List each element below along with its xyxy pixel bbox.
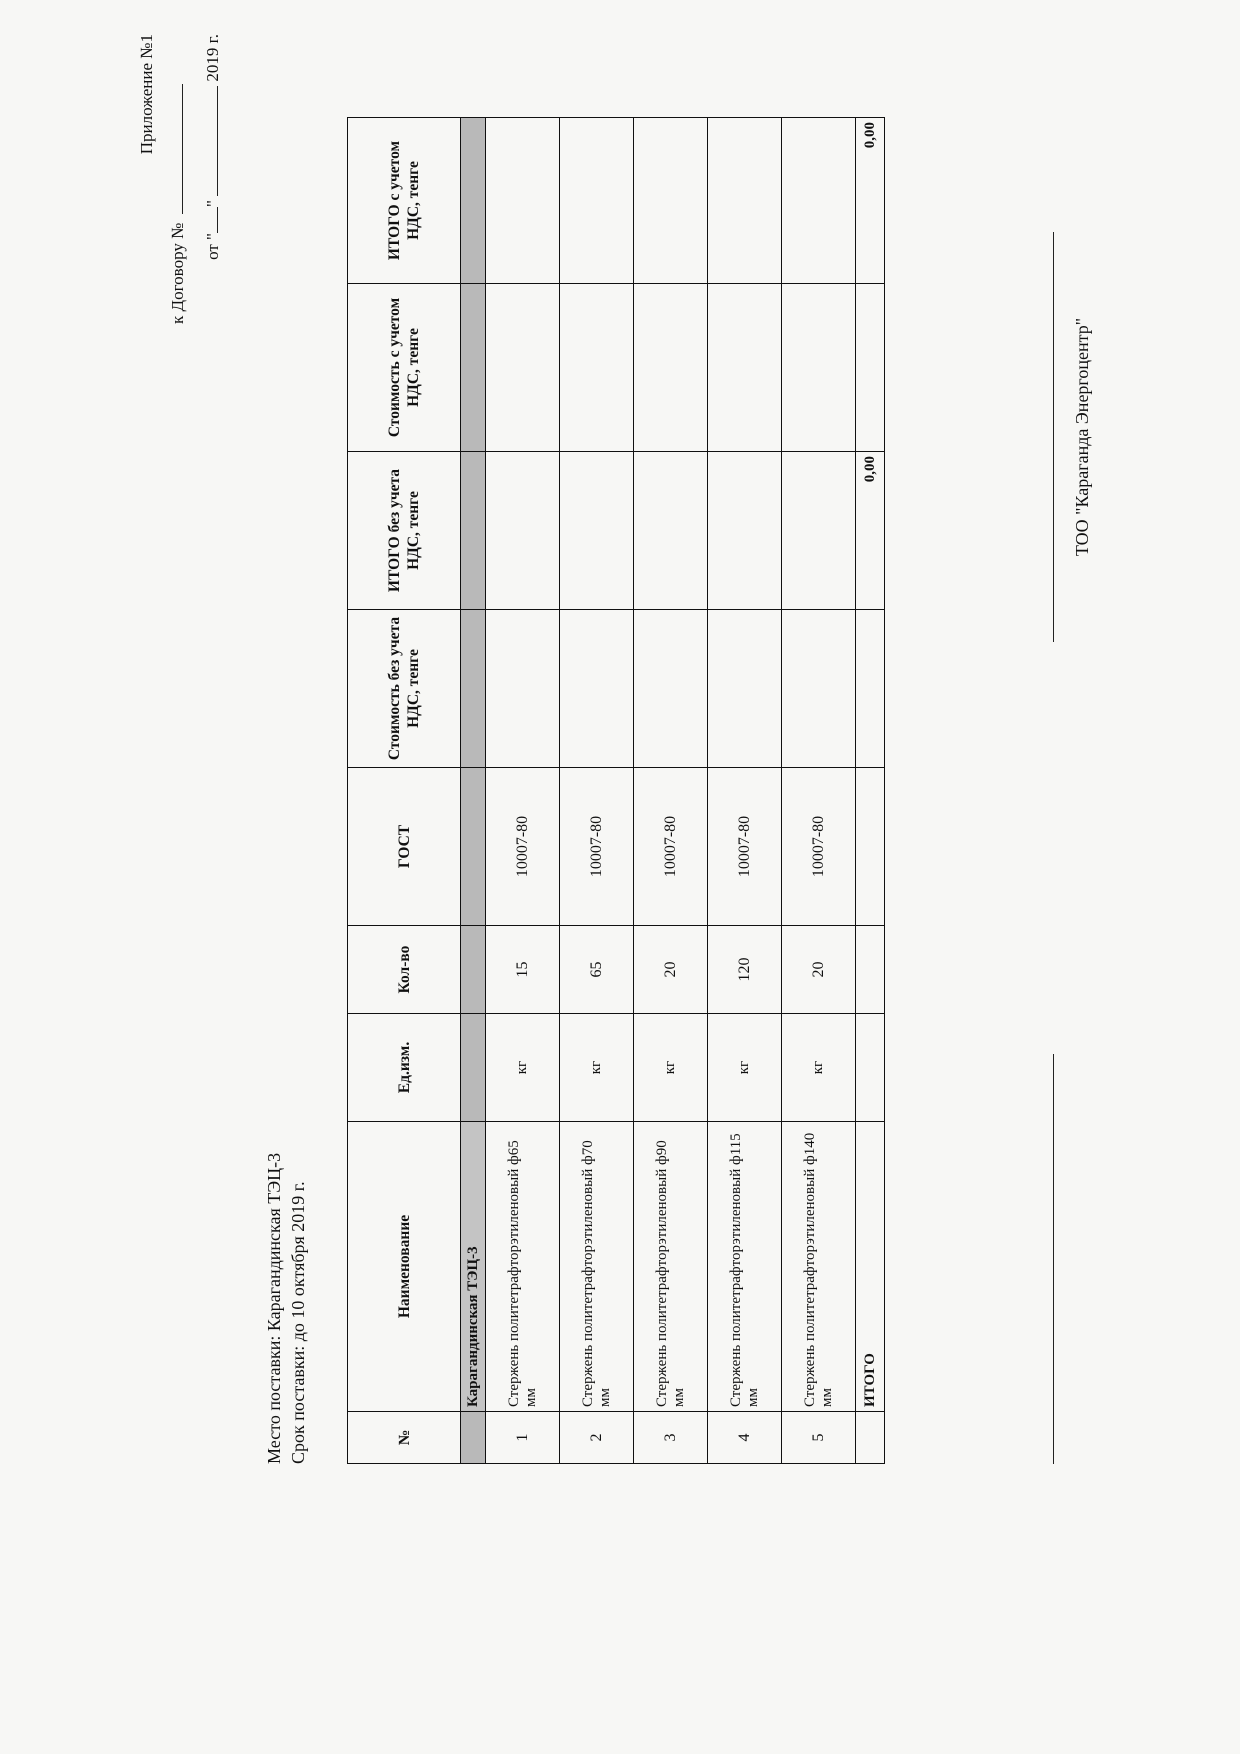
appendix-block (138, 34, 221, 324)
col-unit: Ед.изм. (348, 1014, 461, 1122)
region-row (461, 118, 486, 1464)
region-cell (461, 1014, 486, 1122)
total-cell (856, 284, 885, 452)
row-total-vat (486, 118, 560, 284)
company-name: ТОО "Караганда Энергоцентр" (1072, 317, 1092, 557)
total-cell (856, 1014, 885, 1122)
month-blank (217, 86, 218, 196)
row-price-vat (560, 284, 634, 452)
row-total-vat (782, 118, 856, 284)
date-quote: " (203, 200, 222, 208)
total-cell (856, 768, 885, 926)
row-name: Стержень политетрафторэтиленовый ф70 мм (560, 1122, 634, 1412)
row-price-vat (708, 284, 782, 452)
row-unit: кг (634, 1014, 708, 1122)
row-number: 5 (782, 1412, 856, 1464)
region-cell (461, 768, 486, 926)
signature-line-left (1053, 1054, 1054, 1464)
row-unit: кг (486, 1014, 560, 1122)
row-price-no-vat (634, 610, 708, 768)
contract-label: к Договору № (168, 222, 187, 324)
delivery-info (262, 764, 310, 1464)
table-row (782, 118, 856, 1464)
row-gost: 10007-80 (486, 768, 560, 926)
table-row (708, 118, 782, 1464)
total-without-vat: 0,00 (856, 452, 885, 610)
row-qty: 20 (782, 926, 856, 1014)
day-blank (217, 207, 218, 233)
row-number: 2 (560, 1412, 634, 1464)
total-cell (856, 610, 885, 768)
total-label: ИТОГО (856, 1122, 885, 1412)
col-name: Наименование (348, 1122, 461, 1412)
row-gost: 10007-80 (560, 768, 634, 926)
year-text: 2019 г. (203, 34, 222, 82)
row-name: Стержень политетрафторэтиленовый ф65 мм (486, 1122, 560, 1412)
col-gost: ГОСТ (348, 768, 461, 926)
row-total-no-vat (782, 452, 856, 610)
date-prefix: от " (203, 233, 222, 260)
row-price-vat (486, 284, 560, 452)
total-cell-number (856, 1412, 885, 1464)
row-price-no-vat (708, 610, 782, 768)
contract-line (169, 34, 186, 324)
contract-number-blank (182, 84, 183, 214)
total-row (856, 118, 885, 1464)
row-gost: 10007-80 (782, 768, 856, 926)
col-total-no-vat: ИТОГО без учета НДС, тенге (348, 452, 461, 610)
col-price-vat: Стоимость с учетом НДС, тенге (348, 284, 461, 452)
row-gost: 10007-80 (708, 768, 782, 926)
region-cell (461, 284, 486, 452)
table-row (486, 118, 560, 1464)
row-qty: 20 (634, 926, 708, 1014)
table-header-row (348, 118, 461, 1464)
appendix-title: Приложение №1 (137, 34, 156, 155)
date-line (204, 34, 221, 324)
delivery-place: Место поставки: Карагандинская ТЭЦ-3 (264, 1152, 284, 1464)
specification-table (347, 117, 885, 1464)
region-cell (461, 610, 486, 768)
row-total-no-vat (634, 452, 708, 610)
row-qty: 65 (560, 926, 634, 1014)
row-total-no-vat (560, 452, 634, 610)
row-price-no-vat (782, 610, 856, 768)
col-total-vat: ИТОГО с учетом НДС, тенге (348, 118, 461, 284)
row-unit: кг (782, 1014, 856, 1122)
region-cell-number (461, 1412, 486, 1464)
row-number: 4 (708, 1412, 782, 1464)
row-number: 1 (486, 1412, 560, 1464)
row-price-vat (782, 284, 856, 452)
row-price-no-vat (560, 610, 634, 768)
row-total-vat (634, 118, 708, 284)
row-unit: кг (560, 1014, 634, 1122)
region-cell (461, 118, 486, 284)
row-number: 3 (634, 1412, 708, 1464)
table-row (634, 118, 708, 1464)
row-total-no-vat (708, 452, 782, 610)
row-name: Стержень политетрафторэтиленовый ф140 мм (782, 1122, 856, 1412)
total-with-vat: 0,00 (856, 118, 885, 284)
row-name: Стержень политетрафторэтиленовый ф90 мм (634, 1122, 708, 1412)
row-name: Стержень политетрафторэтиленовый ф115 мм (708, 1122, 782, 1412)
col-number: № (348, 1412, 461, 1464)
row-unit: кг (708, 1014, 782, 1122)
table-row (560, 118, 634, 1464)
region-name: Карагандинская ТЭЦ-3 (461, 1122, 486, 1412)
row-price-vat (634, 284, 708, 452)
signature-line-right (1053, 232, 1054, 642)
row-price-no-vat (486, 610, 560, 768)
col-qty: Кол-во (348, 926, 461, 1014)
row-qty: 120 (708, 926, 782, 1014)
row-gost: 10007-80 (634, 768, 708, 926)
region-cell (461, 452, 486, 610)
row-total-vat (708, 118, 782, 284)
row-qty: 15 (486, 926, 560, 1014)
row-total-no-vat (486, 452, 560, 610)
region-cell (461, 926, 486, 1014)
total-cell (856, 926, 885, 1014)
delivery-term: Срок поставки: до 10 октября 2019 г. (288, 1181, 308, 1464)
col-price-no-vat: Стоимость без учета НДС, тенге (348, 610, 461, 768)
row-total-vat (560, 118, 634, 284)
